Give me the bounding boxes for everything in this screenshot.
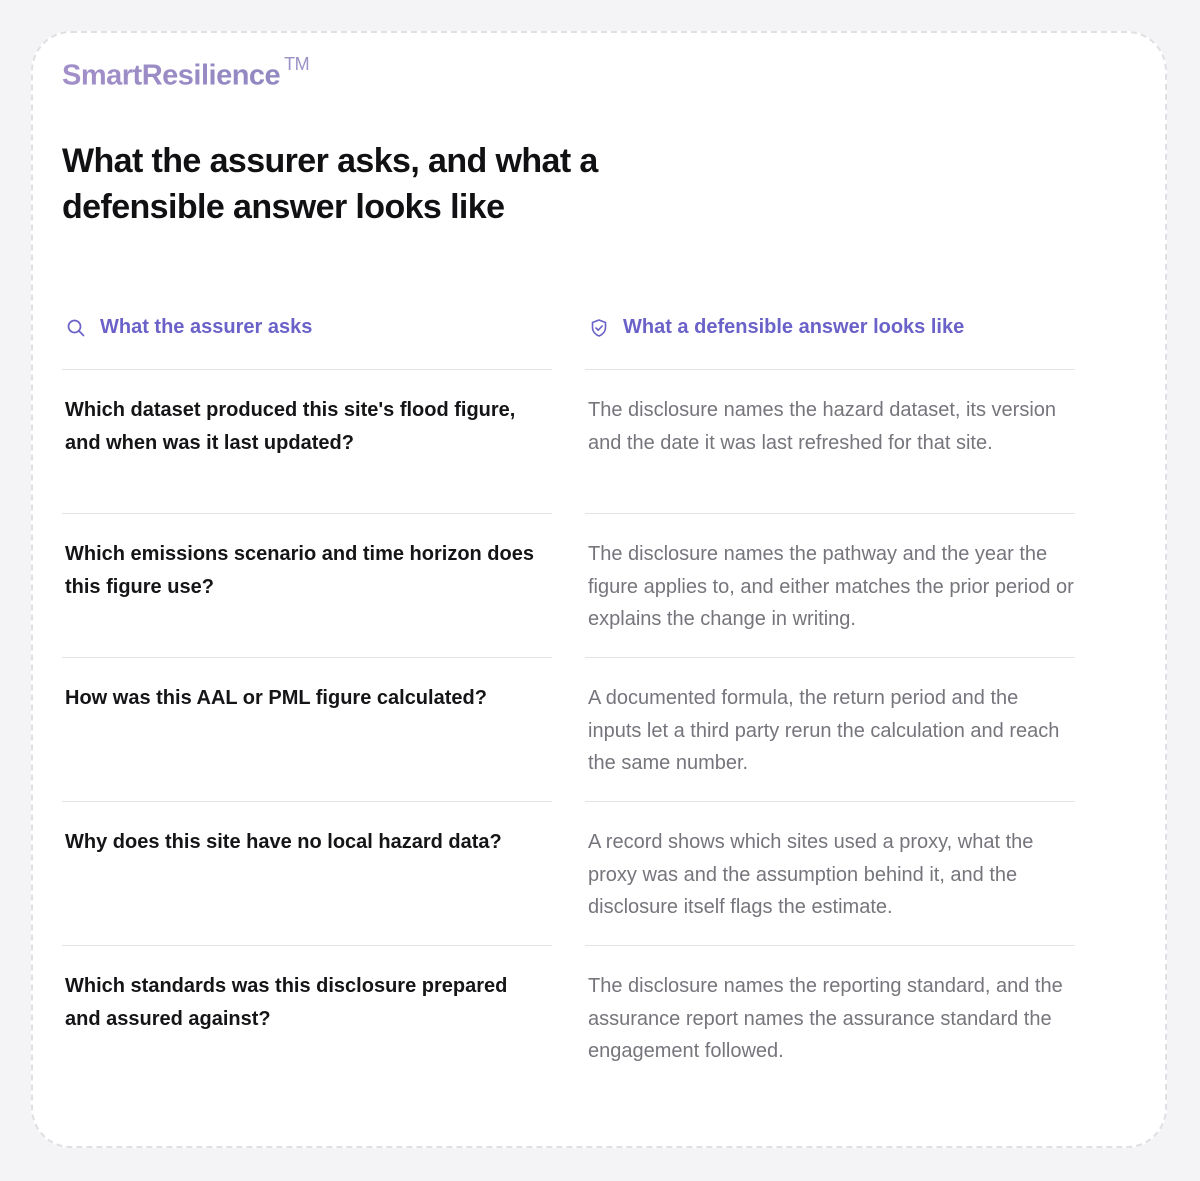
page-title: What the assurer asks, and what a defensible answer looks like bbox=[62, 142, 598, 226]
column-header-answers-label: What a defensible answer looks like bbox=[623, 316, 965, 338]
question-cell: Which dataset produced this site's flood figure, and when was it last updated? bbox=[62, 370, 552, 514]
answer-cell: The disclosure names the hazard dataset, its version and the date it was last refreshed for that site. bbox=[585, 370, 1075, 514]
table-row bbox=[62, 514, 1075, 658]
trademark-mark: TM bbox=[284, 54, 310, 74]
answer-cell: A documented formula, the return period and the inputs let a third party rerun the calculation and reach the same number. bbox=[585, 658, 1075, 802]
question-cell: Which emissions scenario and time horizon does this figure use? bbox=[62, 514, 552, 658]
table-body bbox=[62, 370, 1075, 1090]
table-row bbox=[62, 946, 1075, 1090]
column-header-questions-label: What the assurer asks bbox=[100, 316, 313, 338]
column-header-answers bbox=[585, 286, 1075, 370]
table-row bbox=[62, 658, 1075, 802]
brand-name: SmartResilience bbox=[62, 59, 281, 92]
table-row bbox=[62, 370, 1075, 514]
brand-logo bbox=[62, 54, 310, 93]
answer-cell: A record shows which sites used a proxy, what the proxy was and the assumption behind it, and the disclosure itself flags the estimate. bbox=[585, 802, 1075, 946]
answer-cell: The disclosure names the pathway and the year the figure applies to, and either matches the prior period or explains the change in writing. bbox=[585, 514, 1075, 658]
column-header-questions bbox=[62, 286, 552, 370]
question-cell: Why does this site have no local hazard data? bbox=[62, 802, 552, 946]
answer-cell: The disclosure names the reporting standard, and the assurance report names the assurance standard the engagement followed. bbox=[588, 975, 1063, 1062]
table-row bbox=[62, 802, 1075, 946]
search-icon bbox=[66, 318, 86, 338]
shield-check-icon bbox=[589, 318, 609, 338]
question-cell: Which standards was this disclosure prepared and assured against? bbox=[65, 975, 508, 1030]
question-cell: How was this AAL or PML figure calculated? bbox=[62, 658, 552, 802]
